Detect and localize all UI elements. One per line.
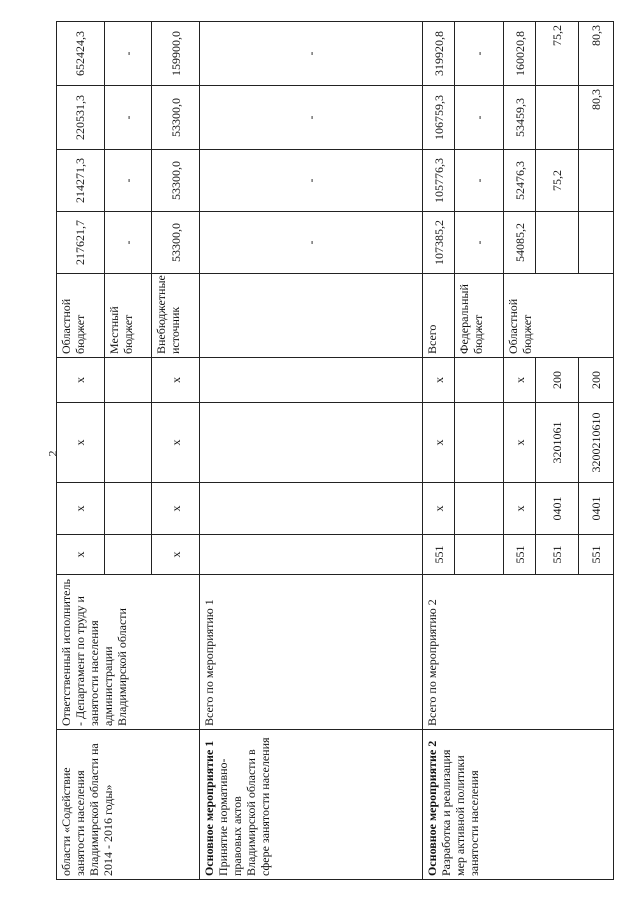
value-2016-cell [536, 86, 579, 150]
value-2016-cell: - [104, 86, 152, 150]
value-2016-cell: 106759,3 [423, 86, 455, 150]
value-2015-cell [579, 150, 614, 212]
value-2014-cell [579, 212, 614, 274]
total-cell: 160020,8 [504, 22, 536, 86]
rzpr-cell: х [57, 483, 105, 535]
executor-cell: Всего по мероприятию 2 [423, 575, 614, 730]
source-cell: Всего [423, 274, 455, 358]
csr-cell: х [423, 403, 455, 483]
value-2016-cell: - [455, 86, 504, 150]
budget-table [56, 21, 614, 880]
value-2014-cell: 53300,0 [152, 212, 200, 274]
grbs-cell: х [57, 535, 105, 575]
vr-cell: 200 [536, 358, 579, 403]
activity-name-cell [423, 730, 614, 880]
rzpr-cell: 0401 [579, 483, 614, 535]
rzpr-cell: 0401 [536, 483, 579, 535]
total-cell: - [104, 22, 152, 86]
value-2014-cell [536, 212, 579, 274]
activity-title: Основное мероприятие 2 [425, 740, 440, 876]
total-cell: 75,2 [536, 22, 579, 86]
value-2014-cell: 54085,2 [504, 212, 536, 274]
grbs-cell: 551 [423, 535, 455, 575]
value-2015-cell: - [199, 150, 423, 212]
total-cell: 159900,0 [152, 22, 200, 86]
grbs-cell: х [152, 535, 200, 575]
program-name-cell: области «Содействие занятости населения Владимирской области на 2014 - 2016 годы» [57, 730, 200, 880]
value-2015-cell: 75,2 [536, 150, 579, 212]
rzpr-cell: х [152, 483, 200, 535]
value-2015-cell: - [104, 150, 152, 212]
rzpr-cell: х [423, 483, 455, 535]
value-2015-cell: 105776,3 [423, 150, 455, 212]
value-2014-cell: 217621,7 [57, 212, 105, 274]
source-cell: Областной бюджет [57, 274, 105, 358]
total-cell: - [455, 22, 504, 86]
value-2014-cell: - [455, 212, 504, 274]
grbs-cell: 551 [536, 535, 579, 575]
vr-cell: х [423, 358, 455, 403]
value-2015-cell: 53300,0 [152, 150, 200, 212]
activity-title: Основное мероприятие 1 [201, 740, 216, 876]
activity-description: Разработка и реализация мер активной политики занятости населения [439, 749, 482, 876]
vr-cell: х [504, 358, 536, 403]
csr-cell: 3200210610 [579, 403, 614, 483]
vr-cell: 200 [579, 358, 614, 403]
value-2016-cell: 80,3 [579, 86, 614, 150]
table-row [199, 22, 423, 880]
csr-cell: х [152, 403, 200, 483]
table-row [423, 22, 455, 880]
executor-cell: Всего по мероприятию 1 [199, 575, 423, 730]
csr-cell: х [504, 403, 536, 483]
executor-cell: Ответственный исполнитель - Департамент по труду и занятости населения администрации Владимирской области [57, 575, 200, 730]
page-number: 2 [45, 450, 60, 457]
source-cell: Федеральный бюджет [455, 274, 504, 358]
vr-cell: х [152, 358, 200, 403]
value-2016-cell: 53300,0 [152, 86, 200, 150]
rotated-table-container [56, 22, 614, 880]
source-cell: Местный бюджет [104, 274, 152, 358]
value-2015-cell: 52476,3 [504, 150, 536, 212]
source-cell: Областной бюджет [504, 274, 614, 358]
value-2014-cell: 107385,2 [423, 212, 455, 274]
value-2015-cell: - [455, 150, 504, 212]
value-2014-cell: - [199, 212, 423, 274]
total-cell: 652424,3 [57, 22, 105, 86]
table-row [57, 22, 105, 880]
total-cell: 80,3 [579, 22, 614, 86]
activity-name-cell [199, 730, 423, 880]
csr-cell: х [57, 403, 105, 483]
grbs-cell: 551 [579, 535, 614, 575]
source-cell: Внебюджетные источник [152, 274, 200, 358]
vr-cell: х [57, 358, 105, 403]
csr-cell: 3201061 [536, 403, 579, 483]
value-2016-cell: 53459,3 [504, 86, 536, 150]
value-2016-cell: 220531,3 [57, 86, 105, 150]
activity-description: Принятие нормативно-правовых актов Владимирской области в сфере занятости населения [215, 737, 272, 876]
value-2014-cell: - [104, 212, 152, 274]
total-cell: 319920,8 [423, 22, 455, 86]
rzpr-cell: х [504, 483, 536, 535]
value-2015-cell: 214271,3 [57, 150, 105, 212]
total-cell: - [199, 22, 423, 86]
value-2016-cell: - [199, 86, 423, 150]
grbs-cell: 551 [504, 535, 536, 575]
